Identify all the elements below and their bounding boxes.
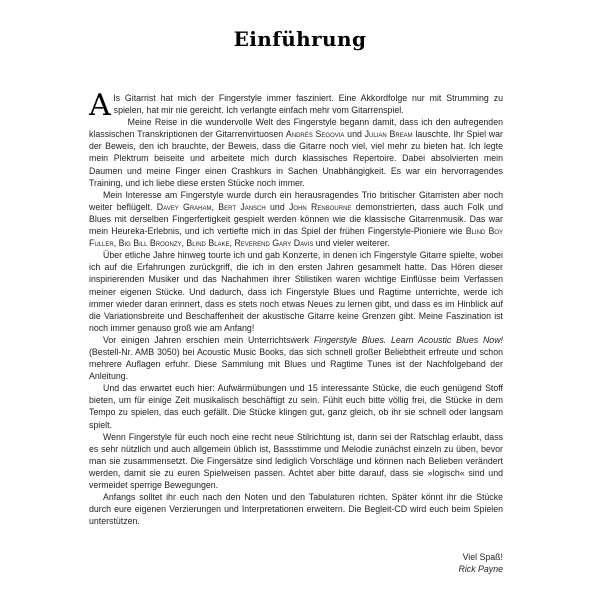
- artist-name: Bert Jansch: [218, 201, 266, 212]
- artist-name: Big Bill Broonzy: [118, 238, 182, 249]
- artist-name: John Renbourne: [289, 201, 352, 212]
- book-title: Fingerstyle Blues. Learn Acoustic Blues Now!: [313, 334, 503, 345]
- artist-name: Andrés Segovia: [285, 129, 345, 140]
- artist-name: Blind Boy Fuller: [89, 226, 503, 249]
- artist-name: Julian Bream: [364, 129, 413, 140]
- artist-name: Davey Graham: [156, 201, 212, 212]
- paragraph-2: Meine Reise in die wundervolle Welt des Fingerstyle begann damit, dass ich den aufregenden klassischen Transkriptionen der Gitarrenvirtuosen Andrés Segovia und Julian Bream lauschte. Ihr Spiel war der Beweis, den ich brauchte, der Beweis, dass die Gitarre noch viel, viel mehr zu bieten hat. Ich legte mein Plektrum beiseite und arbeitete mich durch klassisches Repertoire. Dabei absolvierten mein Daumen und meine Finger einen Crashkurs in Sachen Unabhängigkeit. Es war ein hervorragendes Training, und ich liebe diese ersten Stücke noch immer.: [89, 117, 503, 188]
- signature-block: [459, 551, 504, 575]
- page-title: Einführung: [233, 27, 367, 52]
- artist-name: Reverend Gary Davis: [234, 238, 314, 249]
- paragraph-8: Anfangs solltet ihr euch nach den Noten und den Tabulaturen richten. Später könnt ihr die Stücke durch eure eigenen Verzierungen und Interpretationen erweitern. Die Begleit-CD wird euch beim Spielen unterstützen.: [89, 492, 503, 527]
- closing-text: Viel Spaß!: [462, 552, 503, 562]
- paragraph-3: Mein Interesse am Fingerstyle wurde durch ein herausragendes Trio britischer Gitarristen aber noch weiter beflügelt. Davey Graham, Bert Jansch und John Renbourne demonstrierten, dass auch Folk und Blues mit derselben Fingerfertigkeit gespielt werden können wie die klassische Gitarrenmusik. Das war mein Heureka-Erlebnis, und ich vertiefte mich in das Spiel der frühen Fingerstyle-Pioniere wie Blind Boy Fuller, Big Bill Broonzy, Blind Blake, Reverend Gary Davis und vieler weiterer.: [89, 189, 503, 249]
- article-body: [89, 88, 503, 527]
- paragraph-6: Und das erwartet euch hier: Aufwärmübungen und 15 interessante Stücke, die euch genügend Stoff bieten, um für einige Zeit musikalisch beschäftigt zu sein. Fühlt euch bitte völlig frei, die Stücke in dem Tempo zu spielen, das euch gefällt. Die Stücke klingen gut, ganz gleich, ob ihr sie schnell oder langsam spielt.: [89, 383, 503, 430]
- drop-cap: A: [89, 88, 111, 123]
- author-name: Rick Payne: [458, 564, 503, 574]
- paragraph-5: Vor einigen Jahren erschien mein Unterrichtswerk Fingerstyle Blues. Learn Acoustic Blues Now! (Bestell-Nr. AMB 3050) bei Acoustic Music Books, das sich schnell großer Beliebtheit erfreute und schon mehrere Auflagen erfuhr. Diese Sammlung mit Blues und Ragtime Tunes ist der Nachfolgeband der Anleitung.: [89, 334, 503, 382]
- artist-name: Blind Blake: [186, 238, 230, 249]
- paragraph-4: Über etliche Jahre hinweg tourte ich und gab Konzerte, in denen ich Fingerstyle Gitarre spielte, wobei ich auf die Erfahrungen zurückgriff, die ich in den ersten Jahren gesammelt hatte. Das Hören dieser inspirierenden Musiker und das Nachahmen ihrer Stilistiken waren wichtige Einflüsse beim Verfassen meiner eigenen Stücke. Und dadurch, dass ich Fingerstyle Blues und Ragtime unterrichte, werde ich immer wieder daran erinnert, dass es stets noch etwas Neues zu lernen gibt, und dass es im Hinblick auf die Variationsbreite und Beschaffenheit der akustische Gitarre keine Grenzen gibt. Meine Faszination ist noch immer genauso groß wie am Anfang!: [89, 250, 503, 333]
- paragraph-7: Wenn Fingerstyle für euch noch eine recht neue Stilrichtung ist, dann sei der Ratschlag erlaubt, dass es sehr nützlich und auch allgemein üblich ist, Bassstimme und Melodie zunächst einzeln zu üben, bevor man sie zusammensetzt. Die Fingersätze sind lediglich Vorschläge und können nach Belieben verändert werden, damit sie zu euren Spielweisen passen. Achtet aber bitte darauf, dass sie »logisch« sind und vermeidet sperrige Bewegungen.: [89, 431, 503, 490]
- paragraph-1: Als Gitarrist hat mich der Fingerstyle immer fasziniert. Eine Akkordfolge nur mit Strumming zu spielen, hat mir nie gereicht. Ich verlangte einfach mehr vom Gitarrenspiel.: [89, 88, 503, 123]
